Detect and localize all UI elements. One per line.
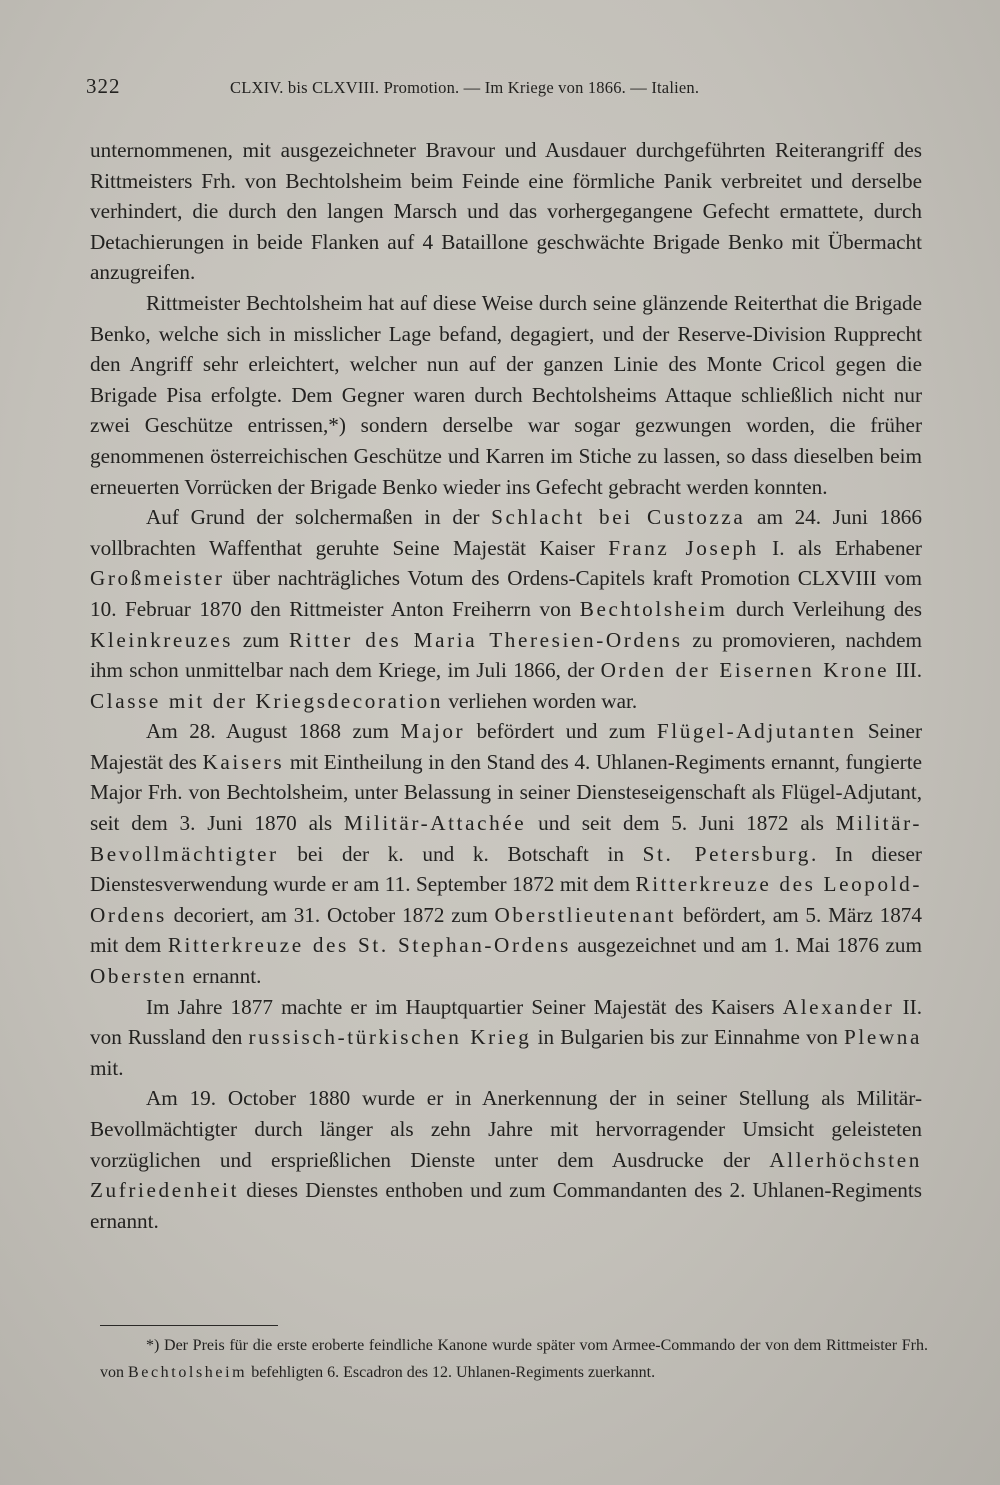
body-text: [90, 135, 922, 1236]
emphasized-text: Major: [400, 719, 466, 744]
footnote-text: [100, 1332, 928, 1386]
emphasized-text: Bechtolsheim: [128, 1364, 248, 1381]
emphasized-text: Ritterkreuze des St. Stephan-Ordens: [167, 933, 571, 958]
text-run: durch Verleihung des: [727, 596, 922, 621]
emphasized-text: Großmeister: [90, 566, 225, 591]
page-number: 322: [86, 74, 121, 98]
text-run: befehligten 6. Escadron des 12. Uhlanen-Regiments zuerkannt.: [247, 1364, 656, 1381]
emphasized-text: Flügel-Adjutanten: [656, 719, 857, 744]
text-run: ernannt.: [187, 964, 262, 989]
paragraph: [90, 288, 922, 502]
text-run: befördert und zum: [465, 719, 657, 744]
text-run: III.: [889, 658, 922, 683]
emphasized-text: Plewna: [844, 1025, 922, 1050]
text-run: mit Eintheilung in den Stand des 4. Uhlanen-Regiments ernannt, fungierte Major Frh. von Bechtolsheim, unter Belassung in seiner Diensteseigenschaft als Flügel-Adjutant, seit dem 3. Juni 1870 als: [90, 749, 922, 836]
text-run: ausgezeichnet und am 1. Mai 1876 zum: [570, 933, 922, 958]
text-run: . In dieser Dienstesverwendung wurde er am 11. September 1872 mit dem: [90, 841, 922, 897]
text-run: verliehen worden war.: [443, 688, 638, 713]
emphasized-text: Militär-Attachée: [343, 811, 527, 836]
emphasized-text: russisch-türkischen Krieg: [248, 1025, 532, 1050]
emphasized-text: Oberstlieutenant: [494, 902, 677, 927]
text-run: über nachträgliches Votum des Ordens-Capitels kraft Promotion CLXVIII vom 10. Februar 1870 den Rittmeister Anton Freiherrn von: [90, 566, 922, 621]
emphasized-text: Orden der Eisernen Krone: [600, 658, 890, 683]
running-head: CLXIV. bis CLXVIII. Promotion. — Im Kriege von 1866. — Italien.: [230, 78, 700, 97]
text-run: *) Der Preis für die erste eroberte feindliche Kanone wurde später vom Armee-Commando der von dem Rittmeister Frh. von: [100, 1337, 928, 1381]
emphasized-text: Schlacht bei Custozza: [491, 505, 746, 530]
emphasized-text: Classe mit der Kriegsdecoration: [90, 688, 444, 713]
text-run: Im Jahre 1877 machte er im Hauptquartier Seiner Majestät des Kaisers: [146, 994, 783, 1019]
emphasized-text: Allerhöchsten Zufriedenheit: [90, 1147, 922, 1203]
text-run: unternommenen, mit ausgezeichneter Bravour und Ausdauer durchgeführten Reiterangriff des Rittmeisters Frh. von Bechtolsheim beim Feinde eine förmliche Panik verbreitet und derselbe verhindert, die durch den langen Marsch und das vorhergegangene Gefecht ermattete, durch Detachierungen in beide Flanken auf 4 Bataillone geschwächte Brigade Benko mit Übermacht anzugreifen.: [90, 138, 922, 285]
paragraph: [90, 502, 922, 716]
text-run: II. von Russland den: [90, 994, 922, 1050]
text-run: am 24. Juni 1866 vollbrachten Waffenthat geruhte Seine Majestät Kaiser: [90, 505, 922, 560]
text-run: Auf Grund der solchermaßen in der: [146, 505, 492, 530]
text-run: zum: [232, 627, 290, 652]
emphasized-text: St. Petersburg: [642, 841, 811, 866]
paragraph: [90, 1083, 922, 1236]
text-run: Am 28. August 1868 zum: [146, 719, 401, 744]
text-run: zu promovieren, nachdem ihm schon unmittelbar nach dem Kriege, im Juli 1866, der: [90, 627, 923, 683]
text-run: dieses Dienstes enthoben und zum Commandanten des 2. Uhlanen-Regiments ernannt.: [90, 1178, 922, 1233]
text-run: mit.: [90, 1055, 124, 1080]
emphasized-text: Bechtolsheim: [579, 596, 728, 621]
text-run: Seiner Majestät des: [90, 719, 922, 774]
page-header: [86, 76, 940, 104]
emphasized-text: Militär-Bevollmächtigter: [90, 811, 922, 866]
emphasized-text: Alexander: [782, 994, 895, 1019]
paragraph: [90, 716, 922, 991]
text-run: in Bulgarien bis zur Einnahme von: [531, 1025, 845, 1050]
emphasized-text: Kaisers: [202, 749, 285, 774]
emphasized-text: Ritterkreuze des Leopold-Ordens: [90, 872, 922, 927]
emphasized-text: Obersten: [90, 964, 188, 989]
emphasized-text: Kleinkreuzes: [90, 627, 233, 652]
text-run: Am 19. October 1880 wurde er in Anerkennung der in seiner Stellung als Militär-Bevollmächtigter durch länger als zehn Jahre mit hervorragender Umsicht geleisteten vorzüglichen und ersprießlichen Dienste unter dem Ausdrucke der: [90, 1086, 922, 1172]
emphasized-text: Franz Joseph: [608, 535, 759, 560]
paragraph: [90, 992, 922, 1084]
footnote: [100, 1332, 928, 1386]
text-run: und seit dem 5. Juni 1872 als: [526, 811, 836, 836]
footnote-divider: [100, 1325, 278, 1326]
emphasized-text: Ritter des Maria Theresien-Ordens: [289, 627, 683, 652]
text-run: Rittmeister Bechtolsheim hat auf diese Weise durch seine glänzende Reiterthat die Brigade Benko, welche sich in misslicher Lage befand, degagiert, und der Reserve-Division Rupprecht den Angriff sehr erleichtert, welcher nun auf der ganzen Linie des Monte Cricol gegen die Brigade Pisa erfolgte. Dem Gegner waren durch Bechtolsheims Attaque schließlich nicht nur zwei Geschütze entrissen,*) sondern derselbe war sogar gezwungen worden, die früher genommenen österreichischen Geschütze und Karren im Stiche zu lassen, so dass dieselben beim erneuerten Vorrücken der Brigade Benko wieder ins Gefecht gebracht werden konnten.: [90, 290, 922, 499]
text-run: I. als Erhabener: [758, 535, 922, 560]
text-run: befördert, am 5. März 1874 mit dem: [90, 902, 922, 958]
text-run: decoriert, am 31. October 1872 zum: [166, 902, 495, 927]
text-run: bei der k. und k. Botschaft in: [278, 841, 643, 866]
paragraph: [90, 135, 922, 288]
